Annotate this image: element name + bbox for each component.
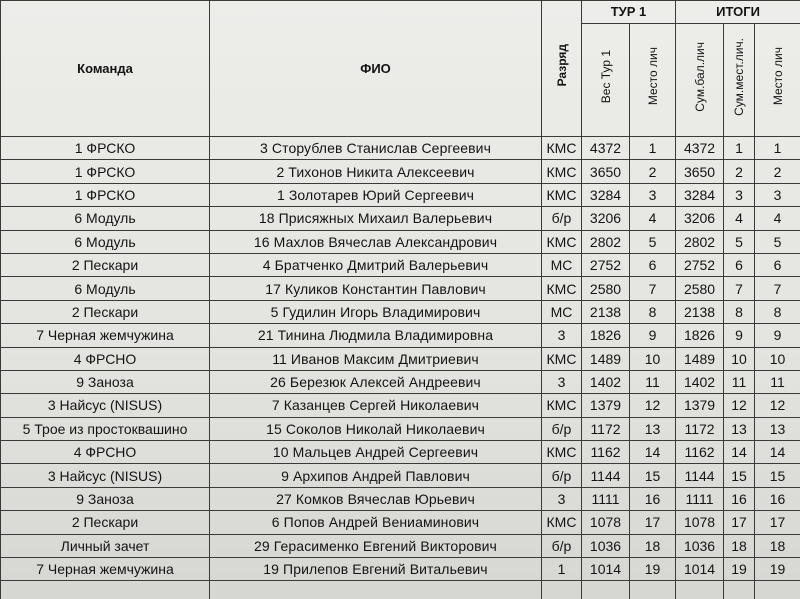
- cell-weight[interactable]: 2802: [582, 230, 630, 253]
- cell-team[interactable]: 6 Модуль: [1, 230, 210, 253]
- cell-final-place[interactable]: 16: [755, 487, 800, 510]
- cell-place[interactable]: 10: [630, 347, 676, 370]
- cell-team[interactable]: 3 Найсус (NISUS): [1, 464, 210, 487]
- cell-sum-places[interactable]: 16: [724, 487, 755, 510]
- cell-weight[interactable]: 1111: [582, 487, 630, 510]
- cell-team[interactable]: 4 ФРСНО: [1, 347, 210, 370]
- cell-weight[interactable]: 2580: [582, 277, 630, 300]
- cell-weight[interactable]: 4372: [582, 137, 630, 160]
- cell-empty[interactable]: [676, 581, 724, 599]
- table-row: [1, 277, 800, 300]
- table-row: [1, 183, 800, 206]
- cell-sum-points[interactable]: 2752: [676, 253, 724, 276]
- cell-sum-points[interactable]: 1172: [676, 417, 724, 440]
- cell-rank[interactable]: КМС: [542, 230, 582, 253]
- cell-place[interactable]: 7: [630, 277, 676, 300]
- table-body: [1, 137, 800, 599]
- cell-sum-points[interactable]: 2138: [676, 300, 724, 323]
- cell-sum-places[interactable]: 3: [724, 183, 755, 206]
- cell-sum-points[interactable]: 3284: [676, 183, 724, 206]
- cell-final-place[interactable]: 17: [755, 511, 800, 534]
- cell-team[interactable]: Личный зачет: [1, 534, 210, 557]
- cell-place[interactable]: 5: [630, 230, 676, 253]
- header-sum-places[interactable]: [724, 24, 755, 137]
- header-totals[interactable]: ИТОГИ: [676, 1, 800, 24]
- cell-sum-points[interactable]: 3650: [676, 160, 724, 183]
- cell-place[interactable]: 8: [630, 300, 676, 323]
- cell-team[interactable]: 5 Трое из простоквашино: [1, 417, 210, 440]
- cell-sum-places[interactable]: 13: [724, 417, 755, 440]
- cell-sum-places[interactable]: 2: [724, 160, 755, 183]
- cell-sum-places[interactable]: 19: [724, 558, 755, 581]
- header-place-personal-label: Место лич: [645, 47, 660, 106]
- cell-fio[interactable]: 19 Прилепов Евгений Витальевич: [210, 558, 542, 581]
- cell-rank[interactable]: КМС: [542, 183, 582, 206]
- cell-sum-places[interactable]: 11: [724, 370, 755, 393]
- cell-weight[interactable]: 1036: [582, 534, 630, 557]
- table-row: [1, 417, 800, 440]
- cell-sum-points[interactable]: 2580: [676, 277, 724, 300]
- cell-final-place[interactable]: 14: [755, 441, 800, 464]
- cell-weight[interactable]: 1078: [582, 511, 630, 534]
- cell-place[interactable]: 15: [630, 464, 676, 487]
- cell-team[interactable]: 1 ФРСКО: [1, 137, 210, 160]
- cell-place[interactable]: 11: [630, 370, 676, 393]
- cell-fio[interactable]: 21 Тинина Людмила Владимировна: [210, 324, 542, 347]
- cell-fio[interactable]: 16 Махлов Вячеслав Александрович: [210, 230, 542, 253]
- cell-fio[interactable]: 4 Братченко Дмитрий Валерьевич: [210, 253, 542, 276]
- table-row: [1, 137, 800, 160]
- cell-team[interactable]: 7 Черная жемчужина: [1, 558, 210, 581]
- cell-final-place[interactable]: 8: [755, 300, 800, 323]
- cell-fio[interactable]: 5 Гудилин Игорь Владимирович: [210, 300, 542, 323]
- table-row: [1, 511, 800, 534]
- cell-weight[interactable]: 1402: [582, 370, 630, 393]
- cell-sum-places[interactable]: 17: [724, 511, 755, 534]
- cell-final-place[interactable]: 4: [755, 207, 800, 230]
- header-sum-points-label: Сум.бал.лич: [692, 41, 707, 112]
- cell-weight[interactable]: 1489: [582, 347, 630, 370]
- header-rank-label: Разряд: [554, 43, 569, 87]
- cell-rank[interactable]: КМС: [542, 347, 582, 370]
- cell-team[interactable]: 6 Модуль: [1, 277, 210, 300]
- cell-sum-places[interactable]: 12: [724, 394, 755, 417]
- table-row: [1, 253, 800, 276]
- cell-team[interactable]: 2 Пескари: [1, 300, 210, 323]
- cell-sum-places[interactable]: 9: [724, 324, 755, 347]
- cell-weight[interactable]: 1826: [582, 324, 630, 347]
- cell-fio[interactable]: 7 Казанцев Сергей Николаевич: [210, 394, 542, 417]
- cell-rank[interactable]: КМС: [542, 511, 582, 534]
- header-final-place-label: Место лич: [770, 47, 785, 106]
- cell-fio[interactable]: 15 Соколов Николай Николаевич: [210, 417, 542, 440]
- cell-sum-points[interactable]: 1826: [676, 324, 724, 347]
- cell-sum-points[interactable]: 1489: [676, 347, 724, 370]
- cell-place[interactable]: 1: [630, 137, 676, 160]
- cell-fio[interactable]: 27 Комков Вячеслав Юрьевич: [210, 487, 542, 510]
- table-row: [1, 370, 800, 393]
- cell-sum-places[interactable]: 8: [724, 300, 755, 323]
- cell-rank[interactable]: б/р: [542, 417, 582, 440]
- header-weight-tour1-label: Вес Тур 1: [598, 49, 613, 104]
- table-row: [1, 300, 800, 323]
- table-row: [1, 464, 800, 487]
- cell-fio[interactable]: 10 Мальцев Андрей Сергеевич: [210, 441, 542, 464]
- cell-sum-points[interactable]: 3206: [676, 207, 724, 230]
- header-place-personal[interactable]: [630, 24, 676, 137]
- cell-sum-points[interactable]: 1162: [676, 441, 724, 464]
- cell-team[interactable]: 4 ФРСНО: [1, 441, 210, 464]
- cell-sum-places[interactable]: 15: [724, 464, 755, 487]
- header-fio[interactable]: ФИО: [210, 1, 542, 137]
- cell-rank[interactable]: 3: [542, 324, 582, 347]
- cell-final-place[interactable]: 13: [755, 417, 800, 440]
- table-row: [1, 207, 800, 230]
- cell-final-place[interactable]: 10: [755, 347, 800, 370]
- cell-final-place[interactable]: 3: [755, 183, 800, 206]
- cell-sum-places[interactable]: 6: [724, 253, 755, 276]
- cell-final-place[interactable]: 11: [755, 370, 800, 393]
- cell-fio[interactable]: 11 Иванов Максим Дмитриевич: [210, 347, 542, 370]
- cell-place[interactable]: 14: [630, 441, 676, 464]
- cell-final-place[interactable]: 15: [755, 464, 800, 487]
- cell-place[interactable]: 2: [630, 160, 676, 183]
- cell-place[interactable]: 16: [630, 487, 676, 510]
- cell-empty[interactable]: [582, 581, 630, 599]
- cell-weight[interactable]: 3284: [582, 183, 630, 206]
- cell-fio[interactable]: 6 Попов Андрей Вениаминович: [210, 511, 542, 534]
- cell-weight[interactable]: 1172: [582, 417, 630, 440]
- cell-team[interactable]: 7 Черная жемчужина: [1, 324, 210, 347]
- table-row: [1, 160, 800, 183]
- cell-rank[interactable]: КМС: [542, 160, 582, 183]
- cell-rank[interactable]: КМС: [542, 394, 582, 417]
- cell-weight[interactable]: 3650: [582, 160, 630, 183]
- cell-place[interactable]: 3: [630, 183, 676, 206]
- cell-sum-points[interactable]: 1014: [676, 558, 724, 581]
- cell-empty[interactable]: [630, 581, 676, 599]
- table-row: [1, 558, 800, 581]
- cell-fio[interactable]: 1 Золотарев Юрий Сергеевич: [210, 183, 542, 206]
- cell-weight[interactable]: 2138: [582, 300, 630, 323]
- cell-rank[interactable]: КМС: [542, 137, 582, 160]
- cell-final-place[interactable]: 6: [755, 253, 800, 276]
- table-row-partial: [1, 581, 800, 599]
- cell-place[interactable]: 9: [630, 324, 676, 347]
- cell-fio[interactable]: 17 Куликов Константин Павлович: [210, 277, 542, 300]
- cell-team[interactable]: 2 Пескари: [1, 253, 210, 276]
- cell-weight[interactable]: 1379: [582, 394, 630, 417]
- header-team[interactable]: Команда: [1, 1, 210, 137]
- cell-team[interactable]: 9 Заноза: [1, 487, 210, 510]
- cell-empty[interactable]: [724, 581, 755, 599]
- table-row: [1, 534, 800, 557]
- cell-team[interactable]: 1 ФРСКО: [1, 160, 210, 183]
- cell-weight[interactable]: 1144: [582, 464, 630, 487]
- cell-place[interactable]: 12: [630, 394, 676, 417]
- cell-team[interactable]: 6 Модуль: [1, 207, 210, 230]
- cell-rank[interactable]: б/р: [542, 534, 582, 557]
- cell-team[interactable]: 1 ФРСКО: [1, 183, 210, 206]
- cell-sum-points[interactable]: 1144: [676, 464, 724, 487]
- cell-sum-places[interactable]: 10: [724, 347, 755, 370]
- cell-team[interactable]: 2 Пескари: [1, 511, 210, 534]
- cell-fio[interactable]: 9 Архипов Андрей Павлович: [210, 464, 542, 487]
- cell-place[interactable]: 18: [630, 534, 676, 557]
- cell-final-place[interactable]: 2: [755, 160, 800, 183]
- cell-sum-places[interactable]: 18: [724, 534, 755, 557]
- table-row: [1, 394, 800, 417]
- cell-place[interactable]: 4: [630, 207, 676, 230]
- cell-place[interactable]: 17: [630, 511, 676, 534]
- header-sum-points[interactable]: [676, 24, 724, 137]
- cell-sum-places[interactable]: 4: [724, 207, 755, 230]
- cell-sum-points[interactable]: 1111: [676, 487, 724, 510]
- cell-fio[interactable]: 18 Присяжных Михаил Валерьевич: [210, 207, 542, 230]
- cell-empty[interactable]: [542, 581, 582, 599]
- cell-sum-points[interactable]: 1379: [676, 394, 724, 417]
- cell-place[interactable]: 13: [630, 417, 676, 440]
- cell-sum-points[interactable]: 1078: [676, 511, 724, 534]
- cell-sum-places[interactable]: 1: [724, 137, 755, 160]
- cell-final-place[interactable]: 1: [755, 137, 800, 160]
- cell-weight[interactable]: 1014: [582, 558, 630, 581]
- cell-fio[interactable]: 29 Герасименко Евгений Викторович: [210, 534, 542, 557]
- cell-final-place[interactable]: 9: [755, 324, 800, 347]
- cell-final-place[interactable]: 5: [755, 230, 800, 253]
- table-row: [1, 324, 800, 347]
- table-row: [1, 441, 800, 464]
- cell-empty[interactable]: [755, 581, 800, 599]
- cell-weight[interactable]: 1162: [582, 441, 630, 464]
- cell-sum-places[interactable]: 5: [724, 230, 755, 253]
- table-row: [1, 487, 800, 510]
- cell-weight[interactable]: 3206: [582, 207, 630, 230]
- cell-team[interactable]: 9 Заноза: [1, 370, 210, 393]
- cell-weight[interactable]: 2752: [582, 253, 630, 276]
- cell-sum-points[interactable]: 2802: [676, 230, 724, 253]
- cell-sum-points[interactable]: 4372: [676, 137, 724, 160]
- cell-rank[interactable]: КМС: [542, 441, 582, 464]
- cell-rank[interactable]: КМС: [542, 277, 582, 300]
- cell-rank[interactable]: МС: [542, 253, 582, 276]
- cell-place[interactable]: 19: [630, 558, 676, 581]
- header-rank[interactable]: [542, 1, 582, 137]
- table-row: [1, 230, 800, 253]
- header-sum-places-label: Сум.мест.лич.: [732, 37, 747, 116]
- table-row: [1, 347, 800, 370]
- cell-empty[interactable]: [1, 581, 210, 599]
- cell-rank[interactable]: МС: [542, 300, 582, 323]
- header-tour1[interactable]: ТУР 1: [582, 1, 676, 24]
- cell-rank[interactable]: б/р: [542, 207, 582, 230]
- cell-empty[interactable]: [210, 581, 542, 599]
- cell-rank[interactable]: 3: [542, 370, 582, 393]
- header-weight-tour1[interactable]: [582, 24, 630, 137]
- cell-fio[interactable]: 2 Тихонов Никита Алексеевич: [210, 160, 542, 183]
- cell-sum-points[interactable]: 1402: [676, 370, 724, 393]
- cell-final-place[interactable]: 12: [755, 394, 800, 417]
- cell-final-place[interactable]: 18: [755, 534, 800, 557]
- cell-team[interactable]: 3 Найсус (NISUS): [1, 394, 210, 417]
- cell-sum-points[interactable]: 1036: [676, 534, 724, 557]
- cell-fio[interactable]: 26 Березюк Алексей Андреевич: [210, 370, 542, 393]
- cell-rank[interactable]: 3: [542, 487, 582, 510]
- cell-rank[interactable]: 1: [542, 558, 582, 581]
- cell-place[interactable]: 6: [630, 253, 676, 276]
- cell-rank[interactable]: б/р: [542, 464, 582, 487]
- cell-fio[interactable]: 3 Сторублев Станислав Сергеевич: [210, 137, 542, 160]
- cell-sum-places[interactable]: 14: [724, 441, 755, 464]
- header-final-place[interactable]: [755, 24, 800, 137]
- cell-final-place[interactable]: 19: [755, 558, 800, 581]
- cell-final-place[interactable]: 7: [755, 277, 800, 300]
- cell-sum-places[interactable]: 7: [724, 277, 755, 300]
